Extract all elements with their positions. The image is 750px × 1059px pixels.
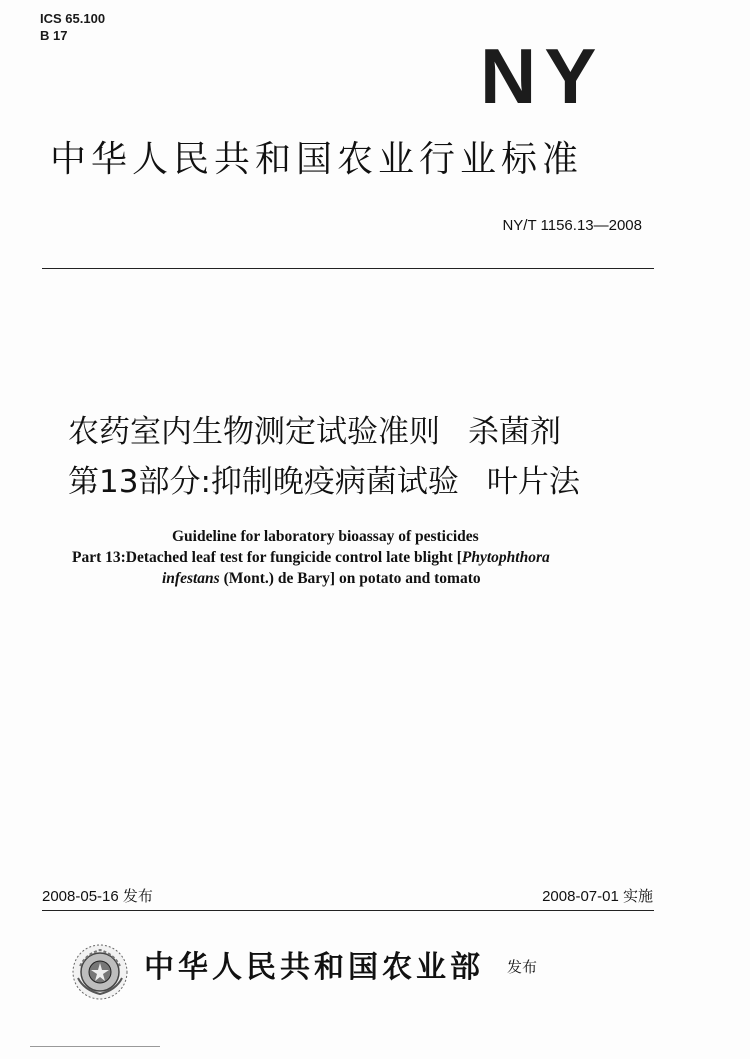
- chinese-title-category: 杀菌剂: [468, 414, 561, 450]
- ministry-emblem-icon: [70, 942, 130, 1002]
- ny-logo: NY: [480, 32, 605, 120]
- standard-number: NY/T 1156.13—2008: [502, 217, 642, 234]
- ics-code: ICS 65.100: [40, 11, 106, 26]
- chinese-title-method: 叶片法: [486, 464, 580, 500]
- bottom-divider: [42, 910, 654, 911]
- english-title-line-1: Guideline for laboratory bioassay of pesticides: [172, 528, 479, 545]
- classification-codes: [40, 10, 105, 44]
- publish-date: 2008-05-16 发布: [42, 888, 153, 905]
- category-code: B 17: [40, 28, 68, 43]
- english-title: [60, 526, 660, 589]
- species-genus: Phytophthora: [461, 549, 550, 566]
- ministry-block: [70, 936, 590, 1006]
- footer-line: [30, 1046, 160, 1047]
- species-epithet: infestans: [162, 570, 220, 587]
- top-divider: [42, 268, 654, 269]
- english-title-line-2: [60, 547, 660, 568]
- implement-date: 2008-07-01 实施: [542, 888, 653, 905]
- chinese-title-line-2: [68, 462, 668, 502]
- ministry-name: 中华人民共和国农业部: [144, 950, 484, 985]
- ministry-issue-label: 发布: [507, 958, 538, 976]
- english-title-line-3: [60, 568, 660, 589]
- chinese-title-line-1: [68, 412, 668, 452]
- chinese-title-part: 第13部分:抑制晚疫病菌试验: [68, 464, 459, 500]
- issuer-title: 中华人民共和国农业行业标准: [50, 139, 584, 180]
- chinese-title-main: 农药室内生物测定试验准则: [68, 414, 440, 450]
- english-title-part: Part 13:Detached leaf test for fungicide control late blight [: [72, 549, 462, 566]
- english-title-tail: (Mont.) de Bary] on potato and tomato: [219, 570, 481, 587]
